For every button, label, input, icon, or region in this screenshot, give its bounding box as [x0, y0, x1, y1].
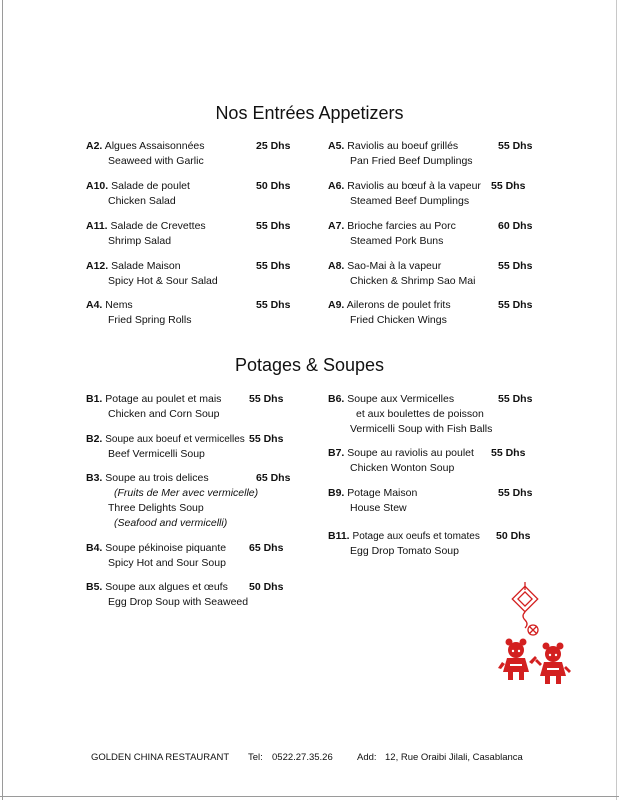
item-english: Spicy Hot & Sour Salad [108, 275, 218, 287]
item-name: Potage Maison [347, 487, 418, 499]
menu-item [86, 541, 301, 571]
item-english: Chicken Salad [108, 195, 176, 207]
item-name: Potage au poulet et mais [105, 393, 222, 405]
menu-item [86, 179, 301, 209]
item-code: B1. [86, 393, 103, 405]
item-price: 55 Dhs [249, 433, 284, 445]
item-english-note: (Seafood and vermicelli) [114, 517, 228, 529]
item-price: 55 Dhs [256, 220, 291, 232]
item-name: Potage aux oeufs et tomates [352, 531, 480, 542]
footer-address-label: Add: [357, 752, 377, 763]
menu-item [328, 259, 543, 289]
item-price: 55 Dhs [256, 299, 291, 311]
menu-item [328, 486, 543, 516]
menu-item [328, 179, 543, 209]
menu-item [86, 219, 301, 249]
item-french-note: (Fruits de Mer avec vermicelle) [114, 487, 259, 499]
item-english: Fried Spring Rolls [108, 314, 192, 326]
item-english: Steamed Pork Buns [350, 235, 444, 247]
item-price: 65 Dhs [256, 472, 291, 484]
item-name: Salade Maison [111, 260, 181, 272]
item-english: Pan Fried Beef Dumplings [350, 155, 473, 167]
menu-item [328, 219, 543, 249]
footer-restaurant-name: GOLDEN CHINA RESTAURANT [91, 752, 230, 763]
item-code: A12. [86, 260, 109, 272]
item-price: 25 Dhs [256, 140, 291, 152]
item-english: Chicken & Shrimp Sao Mai [350, 275, 476, 287]
item-price: 60 Dhs [498, 220, 533, 232]
item-name: Soupe aux boeuf et vermicelles [105, 434, 245, 445]
footer-address: 12, Rue Oraibi Jilali, Casablanca [385, 752, 523, 763]
item-english: Vermicelli Soup with Fish Balls [350, 423, 493, 435]
item-english: Egg Drop Soup with Seaweed [108, 596, 249, 608]
item-french-cont: et aux boulettes de poisson [356, 408, 484, 420]
item-english: Steamed Beef Dumplings [350, 195, 470, 207]
item-english: Beef Vermicelli Soup [108, 448, 205, 460]
footer [0, 751, 619, 765]
menu-item [328, 529, 543, 559]
item-code: B4. [86, 542, 103, 554]
item-code: B6. [328, 393, 345, 405]
item-name: Salade de poulet [111, 180, 190, 192]
item-code: B5. [86, 581, 103, 593]
menu-item [328, 392, 543, 437]
item-english: Egg Drop Tomato Soup [350, 545, 459, 557]
menu-item [86, 580, 301, 610]
item-price: 55 Dhs [498, 299, 533, 311]
menu-item [86, 139, 301, 169]
item-name: Soupe au trois delices [105, 472, 209, 484]
item-code: A7. [328, 220, 345, 232]
item-name: Raviolis au boeuf grillés [347, 140, 459, 152]
item-name: Soupe au raviolis au poulet [347, 447, 474, 459]
item-name: Soupe pékinoise piquante [105, 542, 227, 554]
item-code: A10. [86, 180, 109, 192]
item-code: A6. [328, 180, 345, 192]
item-price: 55 Dhs [491, 180, 526, 192]
item-code: A8. [328, 260, 345, 272]
item-code: A9. [328, 299, 345, 311]
item-code: B9. [328, 487, 345, 499]
item-price: 55 Dhs [256, 260, 291, 272]
item-name: Soupe aux Vermicelles [347, 393, 455, 405]
menu-item [328, 139, 543, 169]
item-name: Sao-Mai à la vapeur [347, 260, 442, 272]
item-code: B7. [328, 447, 345, 459]
appetizers-title: Nos Entrées Appetizers [215, 103, 404, 123]
item-name: Algues Assaisonnées [104, 140, 205, 152]
item-english: House Stew [350, 502, 407, 514]
item-price: 65 Dhs [249, 542, 284, 554]
item-name: Salade de Crevettes [110, 220, 206, 232]
menu-item [86, 432, 301, 462]
item-name: Nems [105, 299, 133, 311]
item-price: 55 Dhs [498, 393, 533, 405]
item-english: Fried Chicken Wings [350, 314, 447, 326]
item-name: Raviolis au bœuf à la vapeur [347, 180, 481, 192]
footer-tel-label: Tel: [248, 752, 263, 763]
soups-title: Potages & Soupes [234, 355, 385, 375]
menu-item [328, 298, 543, 328]
item-english: Three Delights Soup [108, 502, 204, 514]
item-name: Brioche farcies au Porc [347, 220, 456, 232]
item-price: 50 Dhs [256, 180, 291, 192]
footer-tel: 0522.27.35.26 [272, 752, 333, 763]
item-name: Ailerons de poulet frits [346, 299, 451, 311]
item-name: Soupe aux algues et œufs [105, 581, 228, 593]
item-price: 55 Dhs [498, 140, 533, 152]
page-border-bottom [0, 796, 619, 797]
menu-item [86, 392, 301, 422]
item-code: A4. [86, 299, 103, 311]
item-code: B2. [86, 433, 103, 445]
item-code: A2. [86, 140, 103, 152]
item-price: 55 Dhs [498, 260, 533, 272]
chinese-new-year-children-ornament [498, 580, 573, 690]
menu-item [328, 446, 543, 476]
item-english: Spicy Hot and Sour Soup [108, 557, 226, 569]
item-english: Shrimp Salad [108, 235, 172, 247]
item-code: B3. [86, 472, 103, 484]
item-price: 55 Dhs [249, 393, 284, 405]
item-english: Chicken Wonton Soup [350, 462, 455, 474]
menu-item [86, 471, 301, 531]
item-price: 50 Dhs [249, 581, 284, 593]
item-code: A5. [328, 140, 345, 152]
item-price: 50 Dhs [496, 530, 531, 542]
menu-item [86, 259, 301, 289]
item-code: A11. [86, 220, 108, 232]
menu-item [86, 298, 301, 328]
item-code: B11. [328, 530, 350, 542]
item-price: 55 Dhs [498, 487, 533, 499]
item-price: 55 Dhs [491, 447, 526, 459]
item-english: Seaweed with Garlic [108, 155, 204, 167]
item-english: Chicken and Corn Soup [108, 408, 220, 420]
